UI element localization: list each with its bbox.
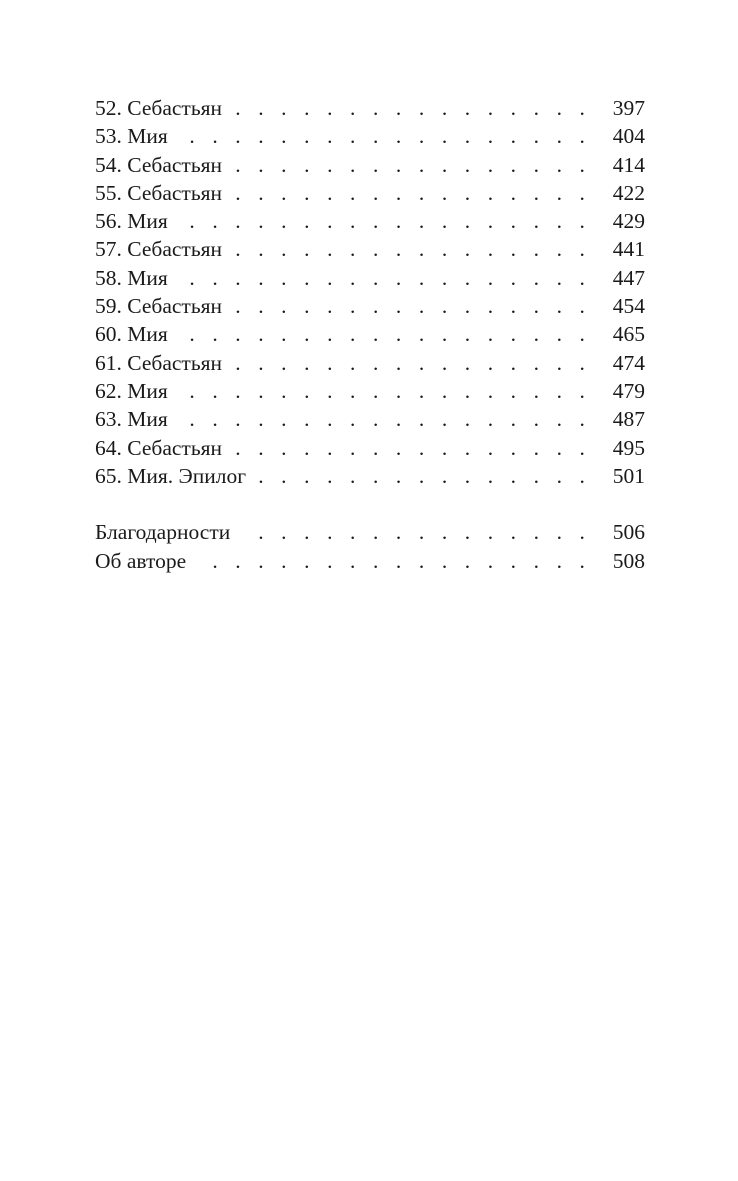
toc-entry-chapter-60[interactable] (95, 320, 645, 348)
toc-entry-page-number: 495 (612, 435, 645, 460)
dot-leader (240, 518, 603, 546)
toc-entry-title: 53. Мия (95, 124, 168, 149)
toc-entry-chapter-55[interactable] (95, 179, 645, 207)
dot-leader (178, 264, 603, 292)
toc-entry-title: 58. Мия (95, 265, 168, 290)
toc-entry-title: 57. Себастьян (95, 237, 223, 262)
toc-entry-title: 55. Себастьян (95, 180, 223, 205)
toc-entry-page-number: 474 (612, 350, 645, 375)
toc-entry-chapter-57[interactable] (95, 235, 645, 263)
toc-entry-chapter-63[interactable] (95, 405, 645, 433)
toc-entry-page-number: 397 (612, 96, 645, 120)
toc-entry-page-number: 487 (612, 407, 645, 432)
toc-entry-title: 59. Себастьян (95, 294, 223, 319)
toc-entry-page-number: 414 (612, 152, 645, 177)
toc-entry-chapter-58[interactable] (95, 264, 645, 292)
dot-leader (178, 207, 603, 235)
toc-entry-chapter-56[interactable] (95, 207, 645, 235)
toc-entry-title: 61. Себастьян (95, 350, 223, 375)
toc-entry-chapter-64[interactable] (95, 434, 645, 462)
toc-entry-acknowledgements[interactable] (95, 518, 645, 546)
dot-leader (178, 405, 603, 433)
dot-leader (178, 377, 603, 405)
toc-entry-page-number: 429 (612, 209, 645, 234)
table-of-contents (95, 94, 645, 575)
toc-entry-page-number: 501 (612, 463, 645, 488)
toc-entry-page-number: 506 (612, 520, 645, 545)
toc-entry-chapter-59[interactable] (95, 292, 645, 320)
dot-leader (232, 349, 603, 377)
dot-leader (178, 122, 603, 150)
toc-entry-chapter-53[interactable] (95, 122, 645, 150)
toc-entry-title: Благодарности (95, 520, 231, 545)
toc-entry-title: 64. Себастьян (95, 435, 223, 460)
dot-leader (232, 292, 603, 320)
toc-entry-chapter-52[interactable] (95, 94, 645, 122)
toc-entry-title: 60. Мия (95, 322, 168, 347)
toc-entry-about-author[interactable] (95, 547, 645, 575)
dot-leader (232, 235, 603, 263)
dot-leader (178, 320, 603, 348)
dot-leader (232, 179, 603, 207)
toc-entry-page-number: 404 (612, 124, 645, 149)
toc-entry-title: 65. Мия. Эпилог (95, 463, 247, 488)
dot-leader (232, 434, 603, 462)
dot-leader (196, 547, 603, 575)
toc-entry-title: 52. Себастьян (95, 96, 223, 120)
toc-entry-page-number: 447 (612, 265, 645, 290)
toc-entry-chapter-65[interactable] (95, 462, 645, 490)
toc-entry-chapter-61[interactable] (95, 349, 645, 377)
toc-entry-title: Об авторе (95, 548, 187, 573)
toc-entry-page-number: 508 (612, 548, 645, 573)
toc-entry-title: 54. Себастьян (95, 152, 223, 177)
toc-entry-title: 62. Мия (95, 378, 168, 403)
dot-leader (232, 151, 603, 179)
section-spacer (95, 490, 645, 518)
toc-entry-chapter-62[interactable] (95, 377, 645, 405)
toc-entry-page-number: 441 (612, 237, 645, 262)
toc-entry-page-number: 465 (612, 322, 645, 347)
toc-entry-page-number: 422 (612, 180, 645, 205)
dot-leader (256, 462, 603, 490)
toc-entry-page-number: 454 (612, 294, 645, 319)
dot-leader (232, 94, 603, 122)
toc-entry-page-number: 479 (612, 378, 645, 403)
toc-entry-title: 63. Мия (95, 407, 168, 432)
toc-entry-title: 56. Мия (95, 209, 168, 234)
toc-entry-chapter-54[interactable] (95, 151, 645, 179)
